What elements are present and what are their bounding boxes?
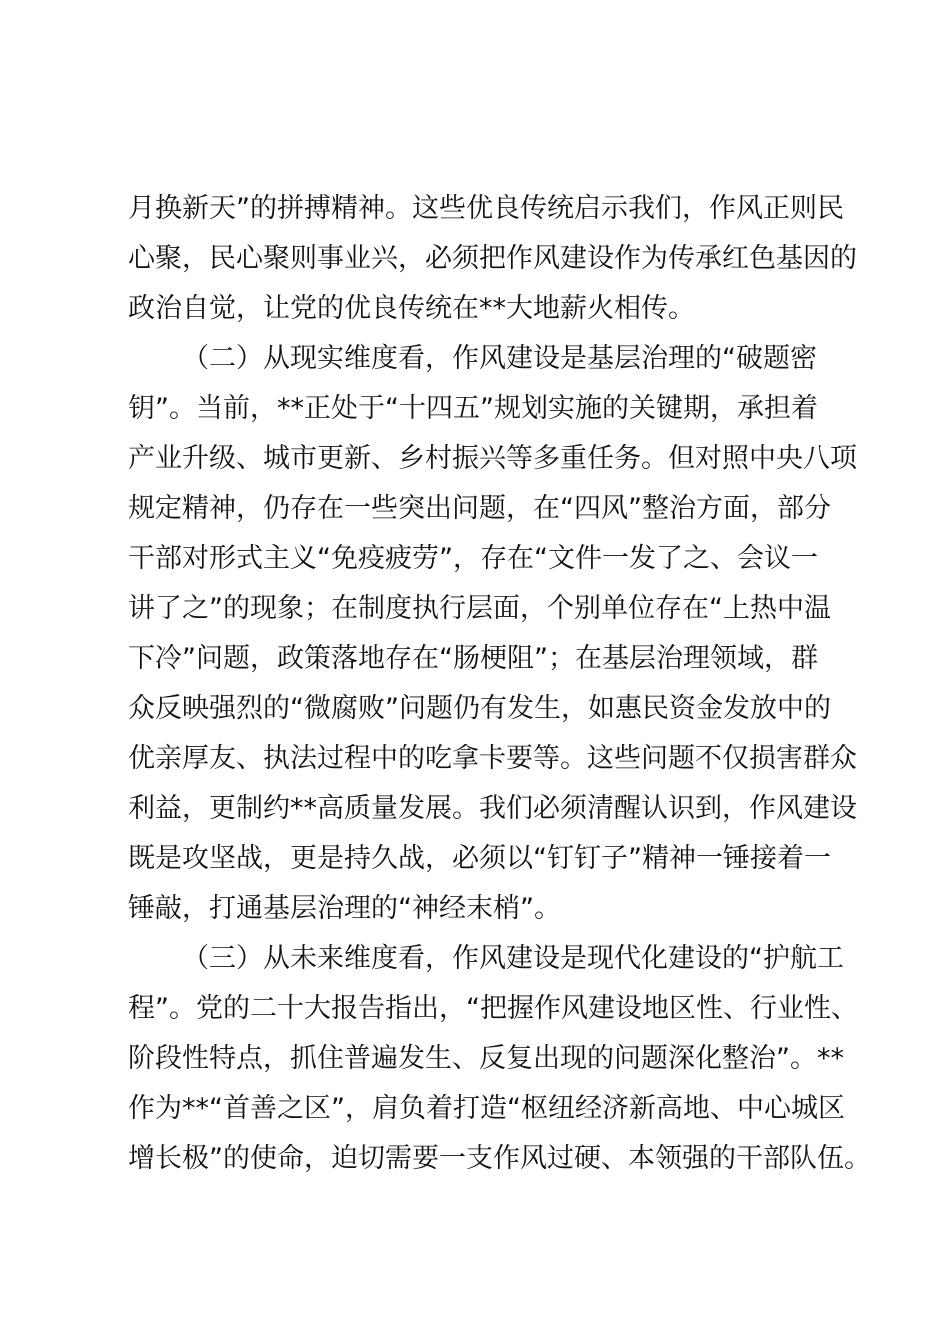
text-line: 利益，更制约**高质量发展。我们必须清醒认识到，作风建设 [128,793,857,824]
document-body [128,184,871,1184]
text-line: 政治自觉，让党的优良传统在**大地薪火相传。 [128,293,695,324]
text-line: （三）从未来维度看，作风建设是现代化建设的“护航工 [182,943,844,974]
paragraph-2 [128,334,857,934]
text-line: 作为**“首善之区”，肩负着打造“枢纽经济新高地、中心城区 [128,1093,845,1124]
text-line: 钥”。当前，**正处于“十四五”规划实施的关键期，承担着 [128,393,818,424]
text-line: （二）从现实维度看，作风建设是基层治理的“破题密 [182,343,817,374]
text-line: 增长极”的使命，迫切需要一支作风过硬、本领强的干部队伍。 [128,1143,871,1174]
text-line: 心聚，民心聚则事业兴，必须把作风建设作为传承红色基因的 [128,243,857,274]
paragraph-1 [128,184,857,334]
text-line: 程”。党的二十大报告指出，“把握作风建设地区性、行业性、 [128,993,858,1024]
text-line: 规定精神，仍存在一些突出问题，在“四风”整治方面，部分 [128,493,831,524]
text-line: 产业升级、城市更新、乡村振兴等多重任务。但对照中央八项 [128,443,857,474]
text-line: 讲了之”的现象；在制度执行层面，个别单位存在“上热中温 [128,593,831,624]
text-line: 锤敲，打通基层治理的“神经末梢”。 [128,893,561,924]
text-line: 月换新天”的拼搏精神。这些优良传统启示我们，作风正则民 [128,193,844,224]
text-line: 优亲厚友、执法过程中的吃拿卡要等。这些问题不仅损害群众 [128,743,857,774]
text-line: 干部对形式主义“免疫疲劳”，存在“文件一发了之、会议一 [128,543,818,574]
text-line: 阶段性特点，抓住普遍发生、反复出现的问题深化整治”。** [128,1043,844,1074]
text-line: 既是攻坚战，更是持久战，必须以“钉钉子”精神一锤接着一 [128,843,831,874]
text-line: 众反映强烈的“微腐败”问题仍有发生，如惠民资金发放中的 [128,693,831,724]
text-line: 下冷”问题，政策落地存在“肠梗阻”；在基层治理领域，群 [128,643,818,674]
paragraph-3 [128,934,871,1184]
